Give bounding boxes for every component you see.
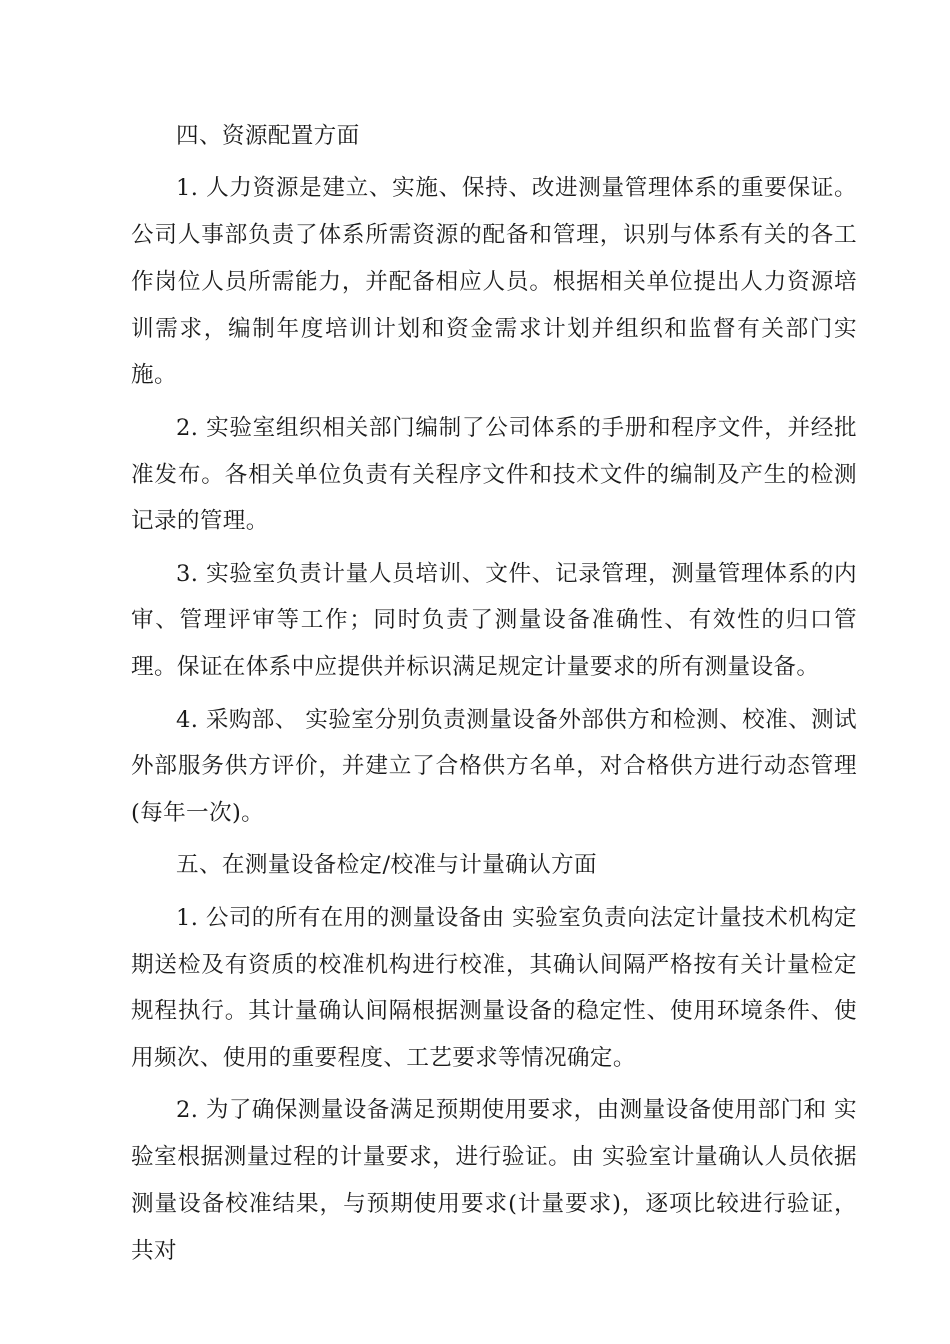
section-4-item-4: 4. 采购部、 实验室分别负责测量设备外部供方和检测、校准、测试外部服务供方评价，并建立了合格供方名单，对合格供方进行动态管理(每年一次)。	[131, 706, 857, 827]
section-5-item-1: 1. 公司的所有在用的测量设备由 实验室负责向法定计量技术机构定期送检及有资质的校准机构进行校准，其确认间隔严格按有关计量检定规程执行。其计量确认间隔根据测量设备的稳定性、使用环境条件、使用频次、使用的重要程度、工艺要求等情况确定。	[131, 904, 857, 1072]
section-5-item-2: 2. 为了确保测量设备满足预期使用要求，由测量设备使用部门和 实验室根据测量过程的计量要求，进行验证。由 实验室计量确认人员依据测量设备校准结果，与预期使用要求(计量要求)，逐项比较进行验证，共对	[131, 1097, 857, 1264]
section-5-heading: 五、在测量设备检定/校准与计量确认方面	[176, 852, 597, 879]
document-body	[131, 113, 857, 1280]
section-4-item-3: 3. 实验室负责计量人员培训、文件、记录管理，测量管理体系的内审、管理评审等工作；同时负责了测量设备准确性、有效性的归口管理。保证在体系中应提供并标识满足规定计量要求的所有测量设备。	[131, 560, 857, 681]
section-4-item-1: 1. 人力资源是建立、实施、保持、改进测量管理体系的重要保证。公司人事部负责了体系所需资源的配备和管理，识别与体系有关的各工作岗位人员所需能力，并配备相应人员。根据相关单位提出人力资源培训需求，编制年度培训计划和资金需求计划并组织和监督有关部门实施。	[131, 175, 857, 389]
section-4-heading: 四、资源配置方面	[176, 123, 360, 149]
section-4-item-2: 2. 实验室组织相关部门编制了公司体系的手册和程序文件，并经批准发布。各相关单位负责有关程序文件和技术文件的编制及产生的检测记录的管理。	[131, 414, 857, 535]
